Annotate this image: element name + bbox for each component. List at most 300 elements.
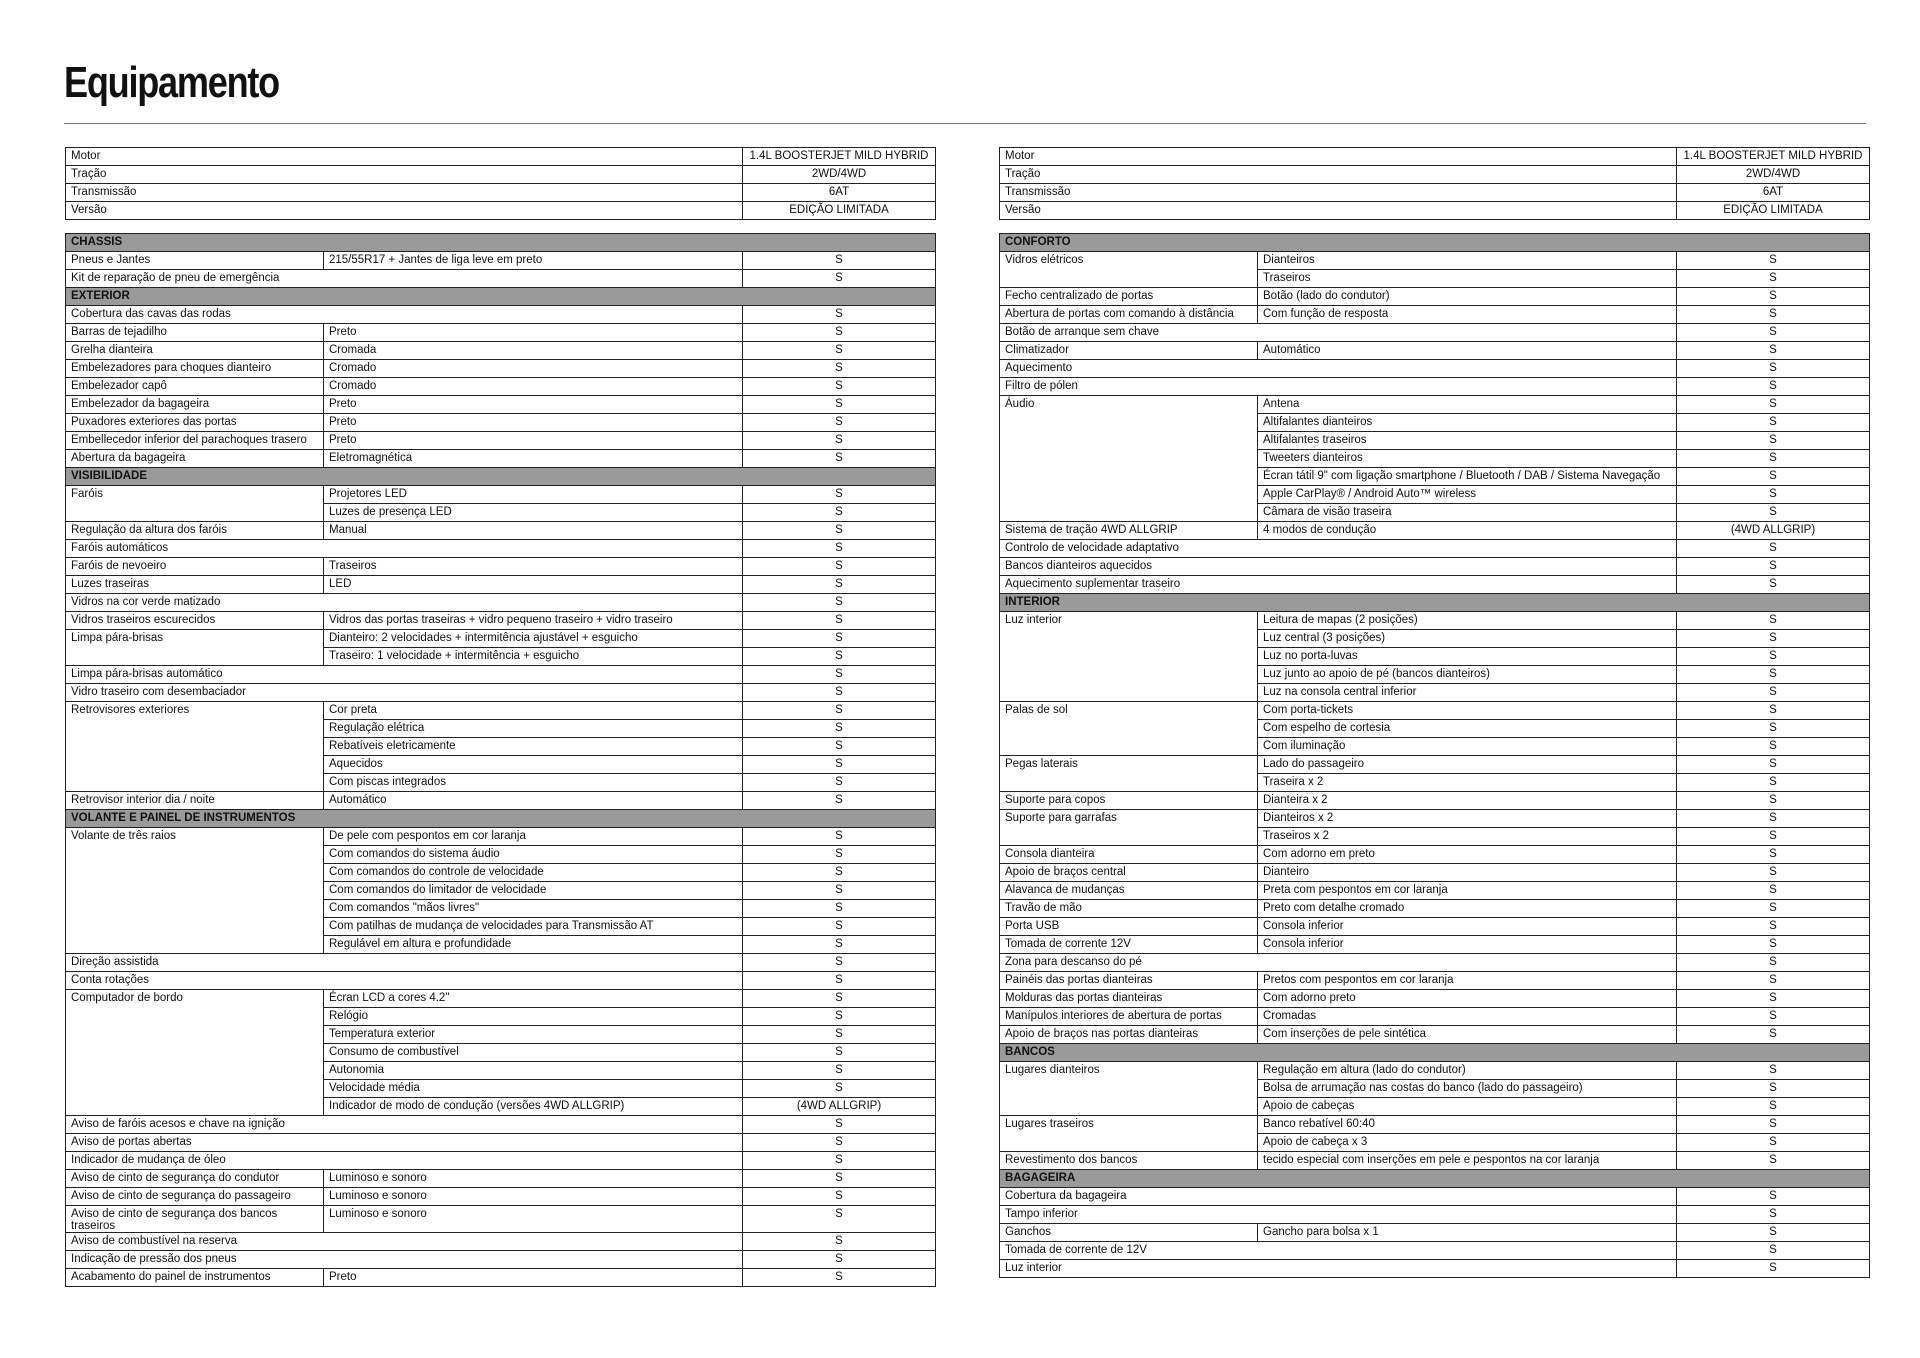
spec-row (66, 1134, 936, 1152)
detail-cell: Bolsa de arrumação nas costas do banco (lado do passageiro) (1258, 1080, 1677, 1098)
feature-cell: Áudio (1000, 396, 1258, 522)
feature-cell: Climatizador (1000, 342, 1258, 360)
detail-cell: Preto (324, 1269, 743, 1287)
feature-cell: Faróis automáticos (66, 540, 743, 558)
value-cell: S (743, 774, 936, 792)
section-header-row (66, 234, 936, 252)
feature-cell: Revestimento dos bancos (1000, 1152, 1258, 1170)
value-cell: S (1677, 990, 1870, 1008)
spec-row (66, 1269, 936, 1287)
detail-cell: Regulação em altura (lado do condutor) (1258, 1062, 1677, 1080)
spec-row (66, 360, 936, 378)
page-title: Equipamento (64, 58, 279, 107)
value-cell: S (1677, 1224, 1870, 1242)
feature-cell: Kit de reparação de pneu de emergência (66, 270, 743, 288)
left-header-table-wrap (65, 147, 935, 220)
feature-cell: Fecho centralizado de portas (1000, 288, 1258, 306)
header-value: EDIÇÃO LIMITADA (743, 202, 936, 220)
header-row (66, 148, 936, 166)
spec-row (1000, 756, 1870, 774)
value-cell: S (743, 756, 936, 774)
feature-cell: Suporte para garrafas (1000, 810, 1258, 846)
feature-cell: Tomada de corrente de 12V (1000, 1242, 1677, 1260)
value-cell: S (743, 864, 936, 882)
detail-cell: Altifalantes dianteiros (1258, 414, 1677, 432)
feature-cell: Conta rotações (66, 972, 743, 990)
spec-row (1000, 936, 1870, 954)
detail-cell: Écran tátil 9" com ligação smartphone / Bluetooth / DAB / Sistema Navegação (1258, 468, 1677, 486)
detail-cell: Consola inferior (1258, 936, 1677, 954)
spec-row (66, 576, 936, 594)
value-cell: S (1677, 558, 1870, 576)
feature-cell: Pneus e Jantes (66, 252, 324, 270)
feature-cell: Limpa pára-brisas (66, 630, 324, 666)
spec-row (66, 666, 936, 684)
title-divider (64, 123, 1866, 124)
detail-cell: Velocidade média (324, 1080, 743, 1098)
value-cell: S (743, 990, 936, 1008)
detail-cell: Com adorno preto (1258, 990, 1677, 1008)
feature-cell: Porta USB (1000, 918, 1258, 936)
feature-cell: Tomada de corrente 12V (1000, 936, 1258, 954)
value-cell: S (1677, 576, 1870, 594)
right-header-table (999, 147, 1870, 220)
header-label: Transmissão (66, 184, 743, 202)
feature-cell: Regulação da altura dos faróis (66, 522, 324, 540)
detail-cell: Automático (1258, 342, 1677, 360)
detail-cell: Luz junto ao apoio de pé (bancos dianteiros) (1258, 666, 1677, 684)
feature-cell: Computador de bordo (66, 990, 324, 1116)
value-cell: S (743, 702, 936, 720)
spec-row (1000, 324, 1870, 342)
value-cell: S (1677, 288, 1870, 306)
value-cell: S (743, 522, 936, 540)
feature-cell: Lugares dianteiros (1000, 1062, 1258, 1116)
value-cell: S (1677, 414, 1870, 432)
value-cell: S (743, 1152, 936, 1170)
value-cell: S (743, 486, 936, 504)
detail-cell: Com patilhas de mudança de velocidades para Transmissão AT (324, 918, 743, 936)
detail-cell: LED (324, 576, 743, 594)
detail-cell: Rebatíveis eletricamente (324, 738, 743, 756)
detail-cell: Apoio de cabeças (1258, 1098, 1677, 1116)
feature-cell: Consola dianteira (1000, 846, 1258, 864)
detail-cell: Preto (324, 396, 743, 414)
spec-row (66, 1116, 936, 1134)
spec-row (1000, 396, 1870, 414)
spec-row (1000, 846, 1870, 864)
section-title: CHASSIS (66, 234, 936, 252)
value-cell: S (1677, 450, 1870, 468)
spec-row (66, 450, 936, 468)
detail-cell: Gancho para bolsa x 1 (1258, 1224, 1677, 1242)
feature-cell: Retrovisor interior dia / noite (66, 792, 324, 810)
feature-cell: Aviso de cinto de segurança dos bancos traseiros (66, 1206, 324, 1233)
section-title: EXTERIOR (66, 288, 936, 306)
detail-cell: Indicador de modo de condução (versões 4WD ALLGRIP) (324, 1098, 743, 1116)
spec-row (1000, 810, 1870, 828)
value-cell: S (743, 954, 936, 972)
detail-cell: Com função de resposta (1258, 306, 1677, 324)
feature-cell: Luz interior (1000, 1260, 1677, 1278)
detail-cell: Preta com pespontos em cor laranja (1258, 882, 1677, 900)
feature-cell: Direção assistida (66, 954, 743, 972)
header-label: Motor (66, 148, 743, 166)
value-cell: S (1677, 630, 1870, 648)
feature-cell: Embellecedor inferior del parachoques trasero (66, 432, 324, 450)
feature-cell: Limpa pára-brisas automático (66, 666, 743, 684)
value-cell: S (1677, 666, 1870, 684)
spec-row (1000, 1260, 1870, 1278)
section-title: CONFORTO (1000, 234, 1870, 252)
spec-row (66, 1233, 936, 1251)
header-row (1000, 166, 1870, 184)
feature-cell: Puxadores exteriores das portas (66, 414, 324, 432)
value-cell: S (743, 576, 936, 594)
feature-cell: Embelezador da bagageira (66, 396, 324, 414)
section-header-row (1000, 594, 1870, 612)
value-cell: S (1677, 648, 1870, 666)
detail-cell: Cromado (324, 378, 743, 396)
value-cell: S (743, 666, 936, 684)
detail-cell: Autonomia (324, 1062, 743, 1080)
feature-cell: Indicador de mudança de óleo (66, 1152, 743, 1170)
right-header-table-wrap (999, 147, 1869, 220)
feature-cell: Abertura de portas com comando à distância (1000, 306, 1258, 324)
value-cell: S (1677, 432, 1870, 450)
spec-row (1000, 576, 1870, 594)
value-cell: S (743, 918, 936, 936)
header-value: EDIÇÃO LIMITADA (1677, 202, 1870, 220)
spec-row (1000, 1008, 1870, 1026)
value-cell: S (743, 1062, 936, 1080)
detail-cell: Tweeters dianteiros (1258, 450, 1677, 468)
value-cell: S (1677, 1008, 1870, 1026)
value-cell: S (1677, 864, 1870, 882)
feature-cell: Aquecimento suplementar traseiro (1000, 576, 1677, 594)
detail-cell: Manual (324, 522, 743, 540)
value-cell: S (1677, 468, 1870, 486)
feature-cell: Aviso de combustível na reserva (66, 1233, 743, 1251)
section-header-row (66, 288, 936, 306)
detail-cell: Com adorno em preto (1258, 846, 1677, 864)
detail-cell: Traseira x 2 (1258, 774, 1677, 792)
value-cell: S (743, 396, 936, 414)
detail-cell: Cromadas (1258, 1008, 1677, 1026)
value-cell: S (743, 252, 936, 270)
spec-row (66, 792, 936, 810)
feature-cell: Ganchos (1000, 1224, 1258, 1242)
spec-row (66, 954, 936, 972)
value-cell: S (743, 342, 936, 360)
value-cell: S (1677, 378, 1870, 396)
value-cell: S (743, 306, 936, 324)
value-cell: S (1677, 306, 1870, 324)
value-cell: S (743, 630, 936, 648)
detail-cell: Aquecidos (324, 756, 743, 774)
value-cell: S (743, 738, 936, 756)
header-value: 1.4L BOOSTERJET MILD HYBRID (1677, 148, 1870, 166)
detail-cell: Luz na consola central inferior (1258, 684, 1677, 702)
spec-row (66, 1170, 936, 1188)
feature-cell: Painéis das portas dianteiras (1000, 972, 1258, 990)
header-value: 6AT (743, 184, 936, 202)
feature-cell: Tampo inferior (1000, 1206, 1677, 1224)
value-cell: S (1677, 360, 1870, 378)
spec-row (66, 1152, 936, 1170)
feature-cell: Alavanca de mudanças (1000, 882, 1258, 900)
header-label: Transmissão (1000, 184, 1677, 202)
feature-cell: Luzes traseiras (66, 576, 324, 594)
detail-cell: Com comandos do sistema áudio (324, 846, 743, 864)
feature-cell: Aviso de cinto de segurança do passageiro (66, 1188, 324, 1206)
value-cell: S (1677, 828, 1870, 846)
spec-row (66, 378, 936, 396)
feature-cell: Grelha dianteira (66, 342, 324, 360)
detail-cell: Luz central (3 posições) (1258, 630, 1677, 648)
spec-row (1000, 900, 1870, 918)
spec-row (66, 684, 936, 702)
spec-row (1000, 558, 1870, 576)
spec-row (66, 252, 936, 270)
detail-cell: Dianteiros x 2 (1258, 810, 1677, 828)
value-cell: S (743, 414, 936, 432)
feature-cell: Manípulos interiores de abertura de portas (1000, 1008, 1258, 1026)
value-cell: S (1677, 486, 1870, 504)
feature-cell: Botão de arranque sem chave (1000, 324, 1677, 342)
spec-row (1000, 540, 1870, 558)
value-cell: S (743, 1116, 936, 1134)
spec-row (1000, 378, 1870, 396)
value-cell: S (743, 378, 936, 396)
detail-cell: Écran LCD a cores 4.2" (324, 990, 743, 1008)
detail-cell: Com inserções de pele sintética (1258, 1026, 1677, 1044)
header-row (1000, 184, 1870, 202)
detail-cell: Com comandos do limitador de velocidade (324, 882, 743, 900)
feature-cell: Bancos dianteiros aquecidos (1000, 558, 1677, 576)
feature-cell: Aviso de cinto de segurança do condutor (66, 1170, 324, 1188)
spec-row (1000, 1224, 1870, 1242)
feature-cell: Barras de tejadilho (66, 324, 324, 342)
feature-cell: Vidros traseiros escurecidos (66, 612, 324, 630)
feature-cell: Vidro traseiro com desembaciador (66, 684, 743, 702)
value-cell: S (1677, 504, 1870, 522)
value-cell: S (743, 270, 936, 288)
spec-row (66, 396, 936, 414)
detail-cell: Preto (324, 414, 743, 432)
detail-cell: Dianteiros (1258, 252, 1677, 270)
header-label: Tração (1000, 166, 1677, 184)
spec-row (66, 990, 936, 1008)
value-cell: S (1677, 324, 1870, 342)
spec-row (1000, 288, 1870, 306)
feature-cell: Vidros elétricos (1000, 252, 1258, 288)
header-label: Versão (66, 202, 743, 220)
detail-cell: Traseiros x 2 (1258, 828, 1677, 846)
spec-row (1000, 1116, 1870, 1134)
header-value: 1.4L BOOSTERJET MILD HYBRID (743, 148, 936, 166)
value-cell: S (743, 900, 936, 918)
value-cell: S (743, 540, 936, 558)
header-row (1000, 202, 1870, 220)
detail-cell: tecido especial com inserções em pele e pespontos na cor laranja (1258, 1152, 1677, 1170)
value-cell: S (1677, 1062, 1870, 1080)
detail-cell: Traseiros (324, 558, 743, 576)
value-cell: S (1677, 1080, 1870, 1098)
feature-cell: Acabamento do painel de instrumentos (66, 1269, 324, 1287)
value-cell: S (1677, 1152, 1870, 1170)
feature-cell: Apoio de braços nas portas dianteiras (1000, 1026, 1258, 1044)
value-cell: S (743, 1080, 936, 1098)
feature-cell: Luz interior (1000, 612, 1258, 702)
value-cell: S (743, 1206, 936, 1233)
section-title: BANCOS (1000, 1044, 1870, 1062)
spec-row (66, 306, 936, 324)
feature-cell: Filtro de pólen (1000, 378, 1677, 396)
detail-cell: Cromado (324, 360, 743, 378)
detail-cell: Regulável em altura e profundidade (324, 936, 743, 954)
section-header-row (1000, 1170, 1870, 1188)
spec-row (66, 828, 936, 846)
feature-cell: Apoio de braços central (1000, 864, 1258, 882)
spec-row (1000, 1062, 1870, 1080)
spec-row (66, 1251, 936, 1269)
detail-cell: Com iluminação (1258, 738, 1677, 756)
value-cell: S (1677, 720, 1870, 738)
detail-cell: Com comandos "mãos livres" (324, 900, 743, 918)
detail-cell: Consumo de combustível (324, 1044, 743, 1062)
detail-cell: Automático (324, 792, 743, 810)
spec-row (66, 558, 936, 576)
value-cell: S (1677, 738, 1870, 756)
detail-cell: Traseiro: 1 velocidade + intermitência + esguicho (324, 648, 743, 666)
detail-cell: Com comandos do controle de velocidade (324, 864, 743, 882)
spec-row (66, 342, 936, 360)
detail-cell: 215/55R17 + Jantes de liga leve em preto (324, 252, 743, 270)
feature-cell: Palas de sol (1000, 702, 1258, 756)
left-spec-table-wrap (65, 233, 935, 1287)
detail-cell: Temperatura exterior (324, 1026, 743, 1044)
spec-row (66, 324, 936, 342)
detail-cell: Leitura de mapas (2 posições) (1258, 612, 1677, 630)
left-spec-table (65, 233, 936, 1287)
spec-row (1000, 972, 1870, 990)
value-cell: S (1677, 936, 1870, 954)
value-cell: S (1677, 1116, 1870, 1134)
detail-cell: Pretos com pespontos em cor laranja (1258, 972, 1677, 990)
spec-row (66, 630, 936, 648)
detail-cell: Luzes de presença LED (324, 504, 743, 522)
feature-cell: Retrovisores exteriores (66, 702, 324, 792)
spec-row (1000, 1206, 1870, 1224)
section-header-row (66, 810, 936, 828)
spec-row (66, 414, 936, 432)
section-header-row (1000, 234, 1870, 252)
detail-cell: Dianteiro (1258, 864, 1677, 882)
header-label: Versão (1000, 202, 1677, 220)
detail-cell: Antena (1258, 396, 1677, 414)
value-cell: S (1677, 396, 1870, 414)
detail-cell: Com espelho de cortesia (1258, 720, 1677, 738)
spec-row (66, 486, 936, 504)
feature-cell: Controlo de velocidade adaptativo (1000, 540, 1677, 558)
feature-cell: Abertura da bagageira (66, 450, 324, 468)
spec-row (1000, 954, 1870, 972)
spec-row (1000, 252, 1870, 270)
header-label: Motor (1000, 148, 1677, 166)
value-cell: S (743, 360, 936, 378)
spec-row (66, 612, 936, 630)
spec-row (1000, 882, 1870, 900)
feature-cell: Volante de três raios (66, 828, 324, 954)
section-title: VOLANTE E PAINEL DE INSTRUMENTOS (66, 810, 936, 828)
value-cell: S (743, 1269, 936, 1287)
value-cell: S (1677, 882, 1870, 900)
right-spec-table-wrap (999, 233, 1869, 1278)
detail-cell: Projetores LED (324, 486, 743, 504)
value-cell: S (743, 324, 936, 342)
section-header-row (1000, 1044, 1870, 1062)
feature-cell: Zona para descanso do pé (1000, 954, 1677, 972)
value-cell: S (1677, 900, 1870, 918)
value-cell: S (743, 720, 936, 738)
value-cell: S (1677, 540, 1870, 558)
value-cell: S (1677, 1260, 1870, 1278)
header-row (1000, 148, 1870, 166)
spec-row (1000, 792, 1870, 810)
feature-cell: Aquecimento (1000, 360, 1677, 378)
spec-row (1000, 612, 1870, 630)
value-cell: S (743, 450, 936, 468)
detail-cell: Câmara de visão traseira (1258, 504, 1677, 522)
value-cell: S (743, 846, 936, 864)
feature-cell: Embelezadores para choques dianteiro (66, 360, 324, 378)
feature-cell: Lugares traseiros (1000, 1116, 1258, 1152)
detail-cell: Banco rebatível 60:40 (1258, 1116, 1677, 1134)
detail-cell: Eletromagnética (324, 450, 743, 468)
value-cell: S (1677, 1242, 1870, 1260)
value-cell: S (743, 1188, 936, 1206)
feature-cell: Sistema de tração 4WD ALLGRIP (1000, 522, 1258, 540)
value-cell: S (1677, 792, 1870, 810)
detail-cell: Luminoso e sonoro (324, 1206, 743, 1233)
value-cell: (4WD ALLGRIP) (1677, 522, 1870, 540)
header-row (66, 184, 936, 202)
section-header-row (66, 468, 936, 486)
header-value: 6AT (1677, 184, 1870, 202)
spec-row (1000, 306, 1870, 324)
spec-row (1000, 702, 1870, 720)
value-cell: S (743, 792, 936, 810)
detail-cell: Apoio de cabeça x 3 (1258, 1134, 1677, 1152)
spec-row (66, 1188, 936, 1206)
value-cell: (4WD ALLGRIP) (743, 1098, 936, 1116)
detail-cell: Regulação elétrica (324, 720, 743, 738)
spec-row (1000, 1242, 1870, 1260)
value-cell: S (1677, 702, 1870, 720)
section-title: INTERIOR (1000, 594, 1870, 612)
value-cell: S (1677, 684, 1870, 702)
section-title: VISIBILIDADE (66, 468, 936, 486)
spec-row (1000, 1188, 1870, 1206)
value-cell: S (1677, 756, 1870, 774)
feature-cell: Faróis de nevoeiro (66, 558, 324, 576)
feature-cell: Cobertura das cavas das rodas (66, 306, 743, 324)
detail-cell: Luminoso e sonoro (324, 1188, 743, 1206)
value-cell: S (743, 1170, 936, 1188)
value-cell: S (1677, 1188, 1870, 1206)
value-cell: S (1677, 270, 1870, 288)
